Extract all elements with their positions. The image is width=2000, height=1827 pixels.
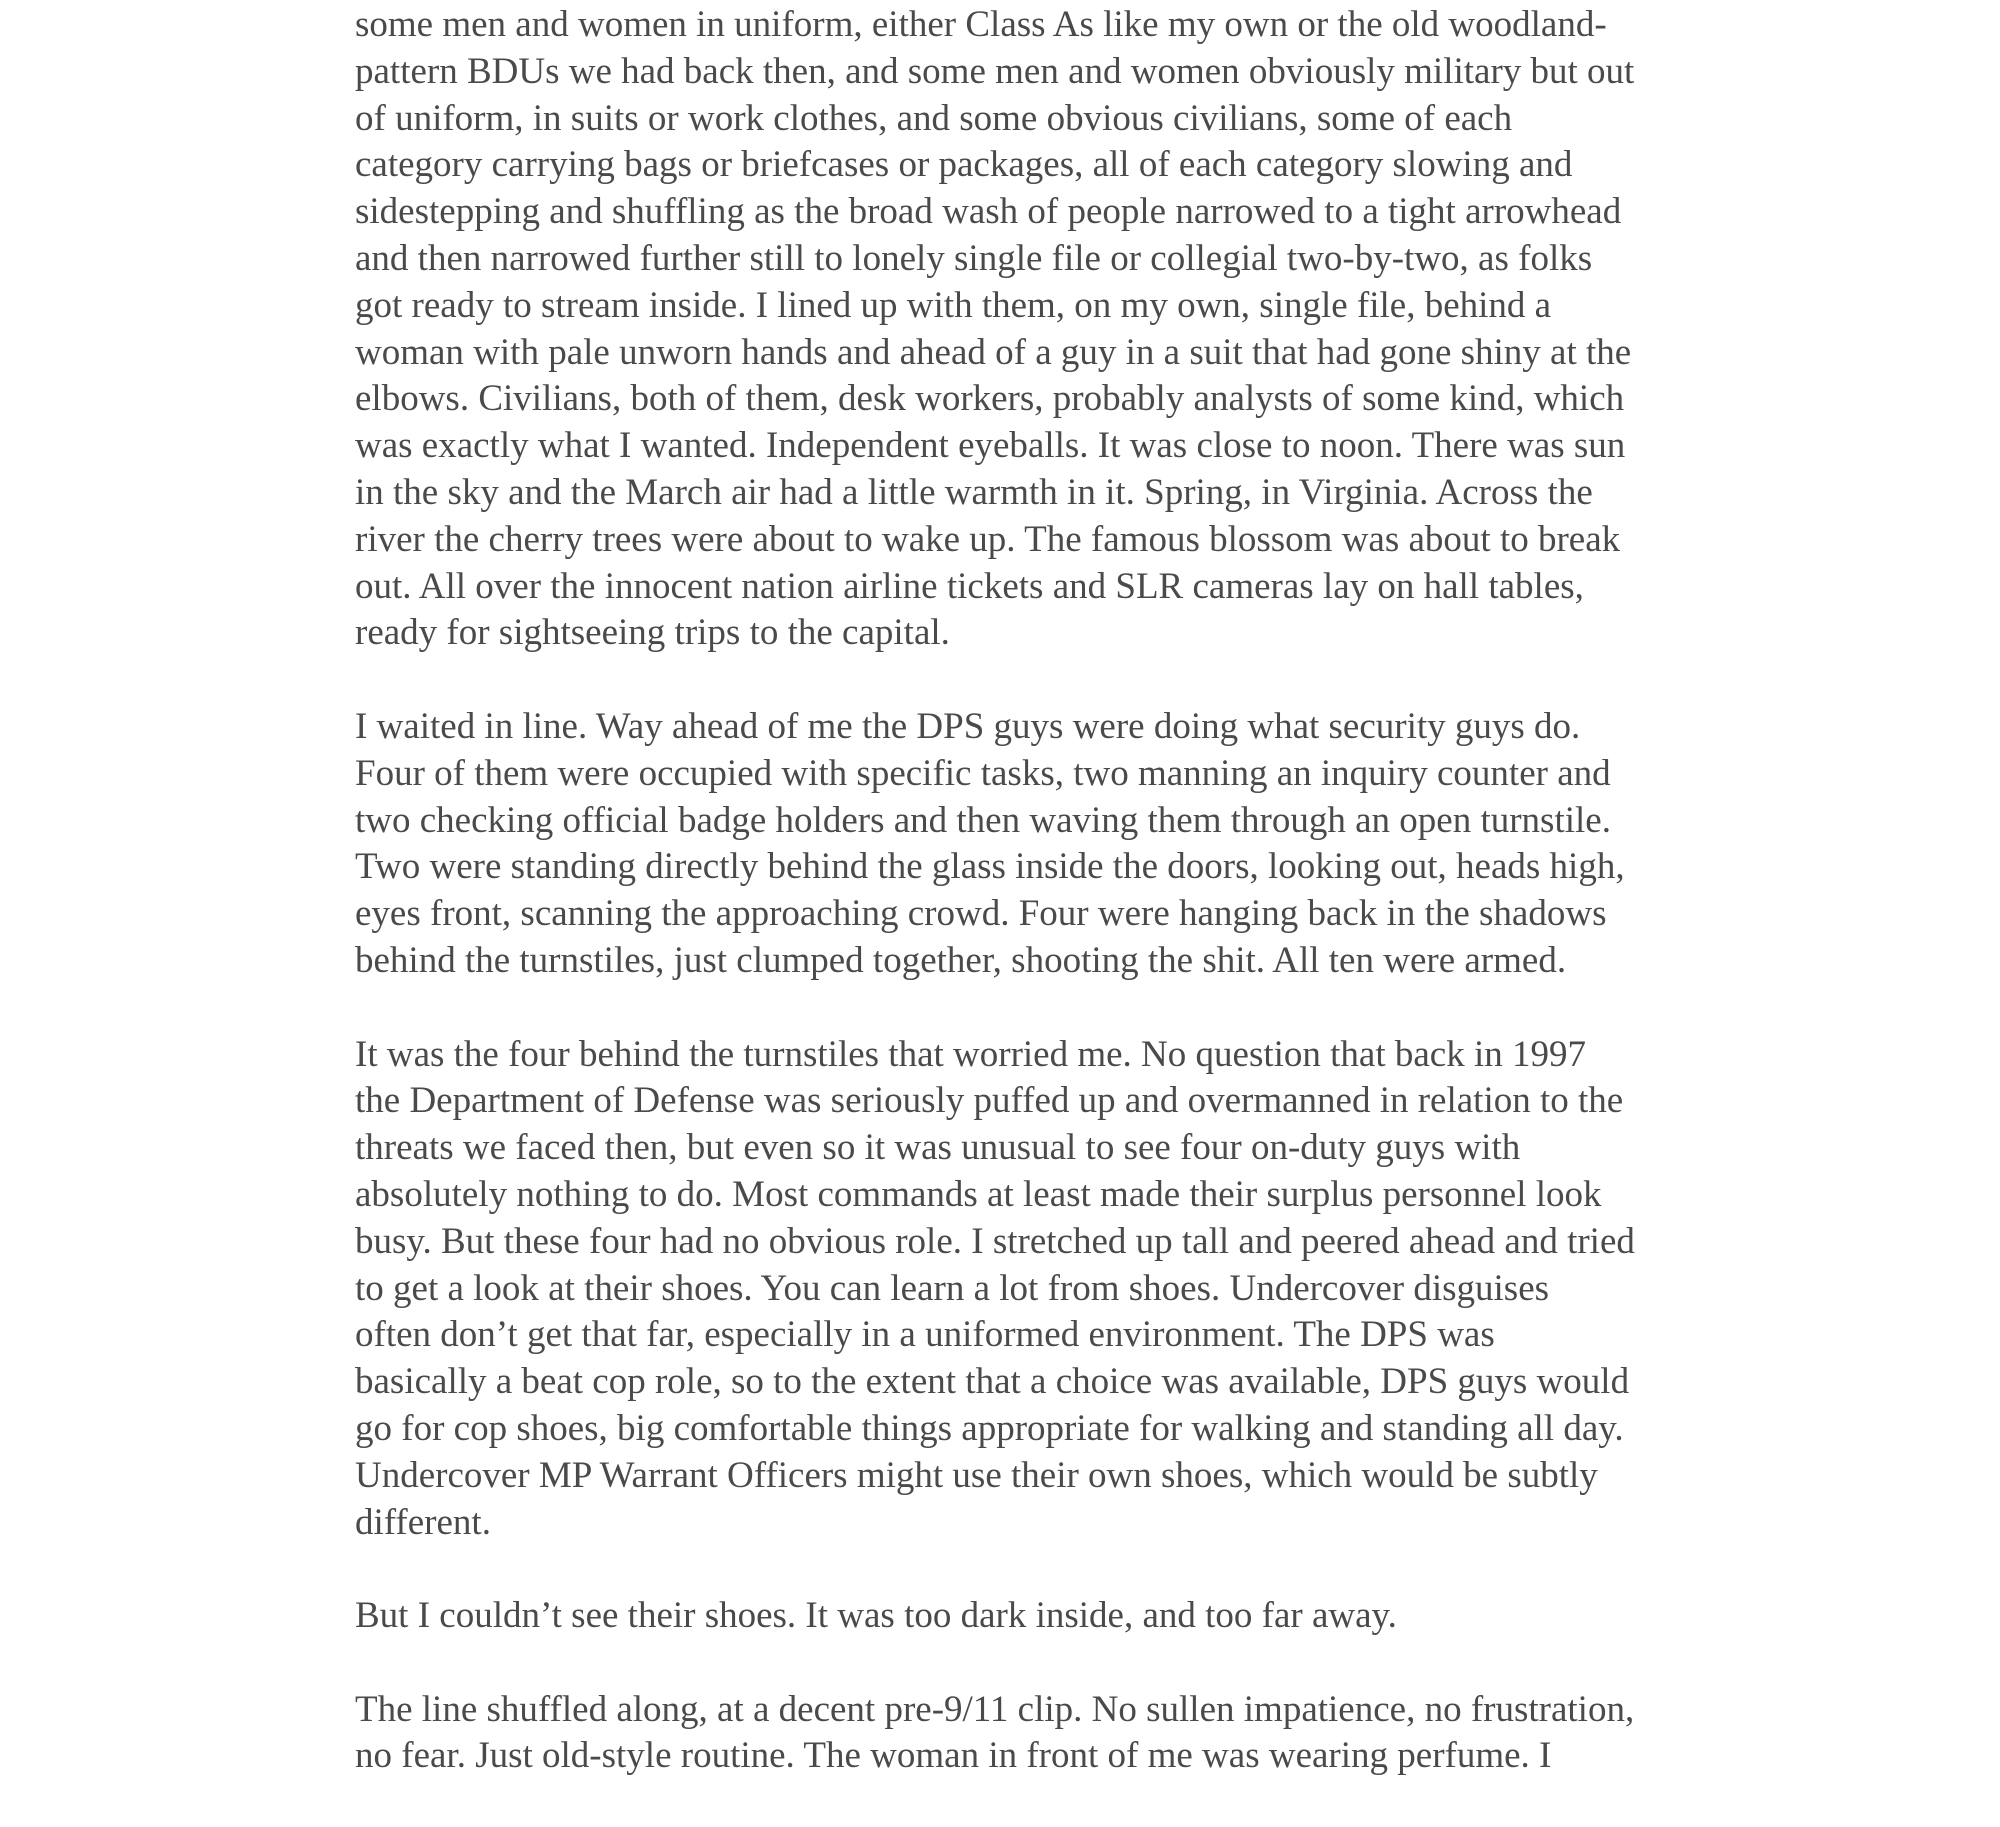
text-line: sidestepping and shuffling as the broad wash of people narrowed to a tight arrowhead [355,191,1622,233]
text-line: pattern BDUs we had back then, and some men and women obviously military but out [355,50,1635,92]
text-line: river the cherry trees were about to wake up. The famous blossom was about to break [355,518,1621,560]
text-line: of uniform, in suits or work clothes, and some obvious civilians, some of each [355,97,1513,139]
text-line: woman with pale unworn hands and ahead of a guy in a suit that had gone shiny at the [355,331,1632,373]
text-line: busy. But these four had no obvious role. I stretched up tall and peered ahead and tried [355,1220,1635,1262]
text-line: some men and women in uniform, either Class As like my own or the old woodland- [355,4,1607,45]
text-line: The line shuffled along, at a decent pre-9/11 clip. No sullen impatience, no frustration, [355,1688,1635,1730]
text-line: absolutely nothing to do. Most commands at least made their surplus personnel look [355,1173,1602,1215]
text-line: often don’t get that far, especially in a uniformed environment. The DPS was [355,1314,1495,1356]
text-line: in the sky and the March air had a little warmth in it. Spring, in Virginia. Across the [355,471,1593,513]
paragraph-4 [355,1593,1685,1640]
paragraph-1 [355,2,1685,657]
document-page [355,2,1685,1827]
text-line: got ready to stream inside. I lined up with them, on my own, single file, behind a [355,284,1552,326]
text-line: Four of them were occupied with specific tasks, two manning an inquiry counter and [355,752,1611,794]
text-line: the Department of Defense was seriously puffed up and overmanned in relation to the [355,1080,1624,1122]
text-line: behind the turnstiles, just clumped together, shooting the shit. All ten were armed. [355,939,1567,981]
text-line: Undercover MP Warrant Officers might use their own shoes, which would be subtly [355,1454,1598,1496]
text-line: out. All over the innocent nation airline tickets and SLR cameras lay on hall tables, [355,565,1584,607]
text-line: go for cop shoes, big comfortable things appropriate for walking and standing all day. [355,1407,1624,1449]
text-line: ready for sightseeing trips to the capital. [355,612,950,654]
paragraph-3 [355,1032,1685,1547]
text-line: Two were standing directly behind the glass inside the doors, looking out, heads high, [355,846,1625,888]
text-line: threats we faced then, but even so it was unusual to see four on-duty guys with [355,1127,1521,1169]
text-line: eyes front, scanning the approaching crowd. Four were hanging back in the shadows [355,893,1607,935]
text-line: But I couldn’t see their shoes. It was too dark inside, and too far away. [355,1595,1397,1637]
text-line: was exactly what I wanted. Independent eyeballs. It was close to noon. There was sun [355,425,1626,467]
text-line: It was the four behind the turnstiles that worried me. No question that back in 1997 [355,1033,1587,1075]
text-line: basically a beat cop role, so to the extent that a choice was available, DPS guys would [355,1361,1630,1403]
text-line: different. [355,1501,491,1543]
text-line: to get a look at their shoes. You can learn a lot from shoes. Undercover disguises [355,1267,1550,1309]
text-line: elbows. Civilians, both of them, desk workers, probably analysts of some kind, which [355,378,1625,420]
paragraph-2 [355,704,1685,985]
text-line: category carrying bags or briefcases or packages, all of each category slowing and [355,144,1573,186]
text-line: no fear. Just old-style routine. The woman in front of me was wearing perfume. I [355,1735,1552,1777]
text-line: and then narrowed further still to lonely single file or collegial two-by-two, as folks [355,237,1593,279]
text-line: I waited in line. Way ahead of me the DPS guys were doing what security guys do. [355,705,1581,747]
paragraph-5 [355,1687,1685,1781]
text-line: two checking official badge holders and then waving them through an open turnstile. [355,799,1611,841]
